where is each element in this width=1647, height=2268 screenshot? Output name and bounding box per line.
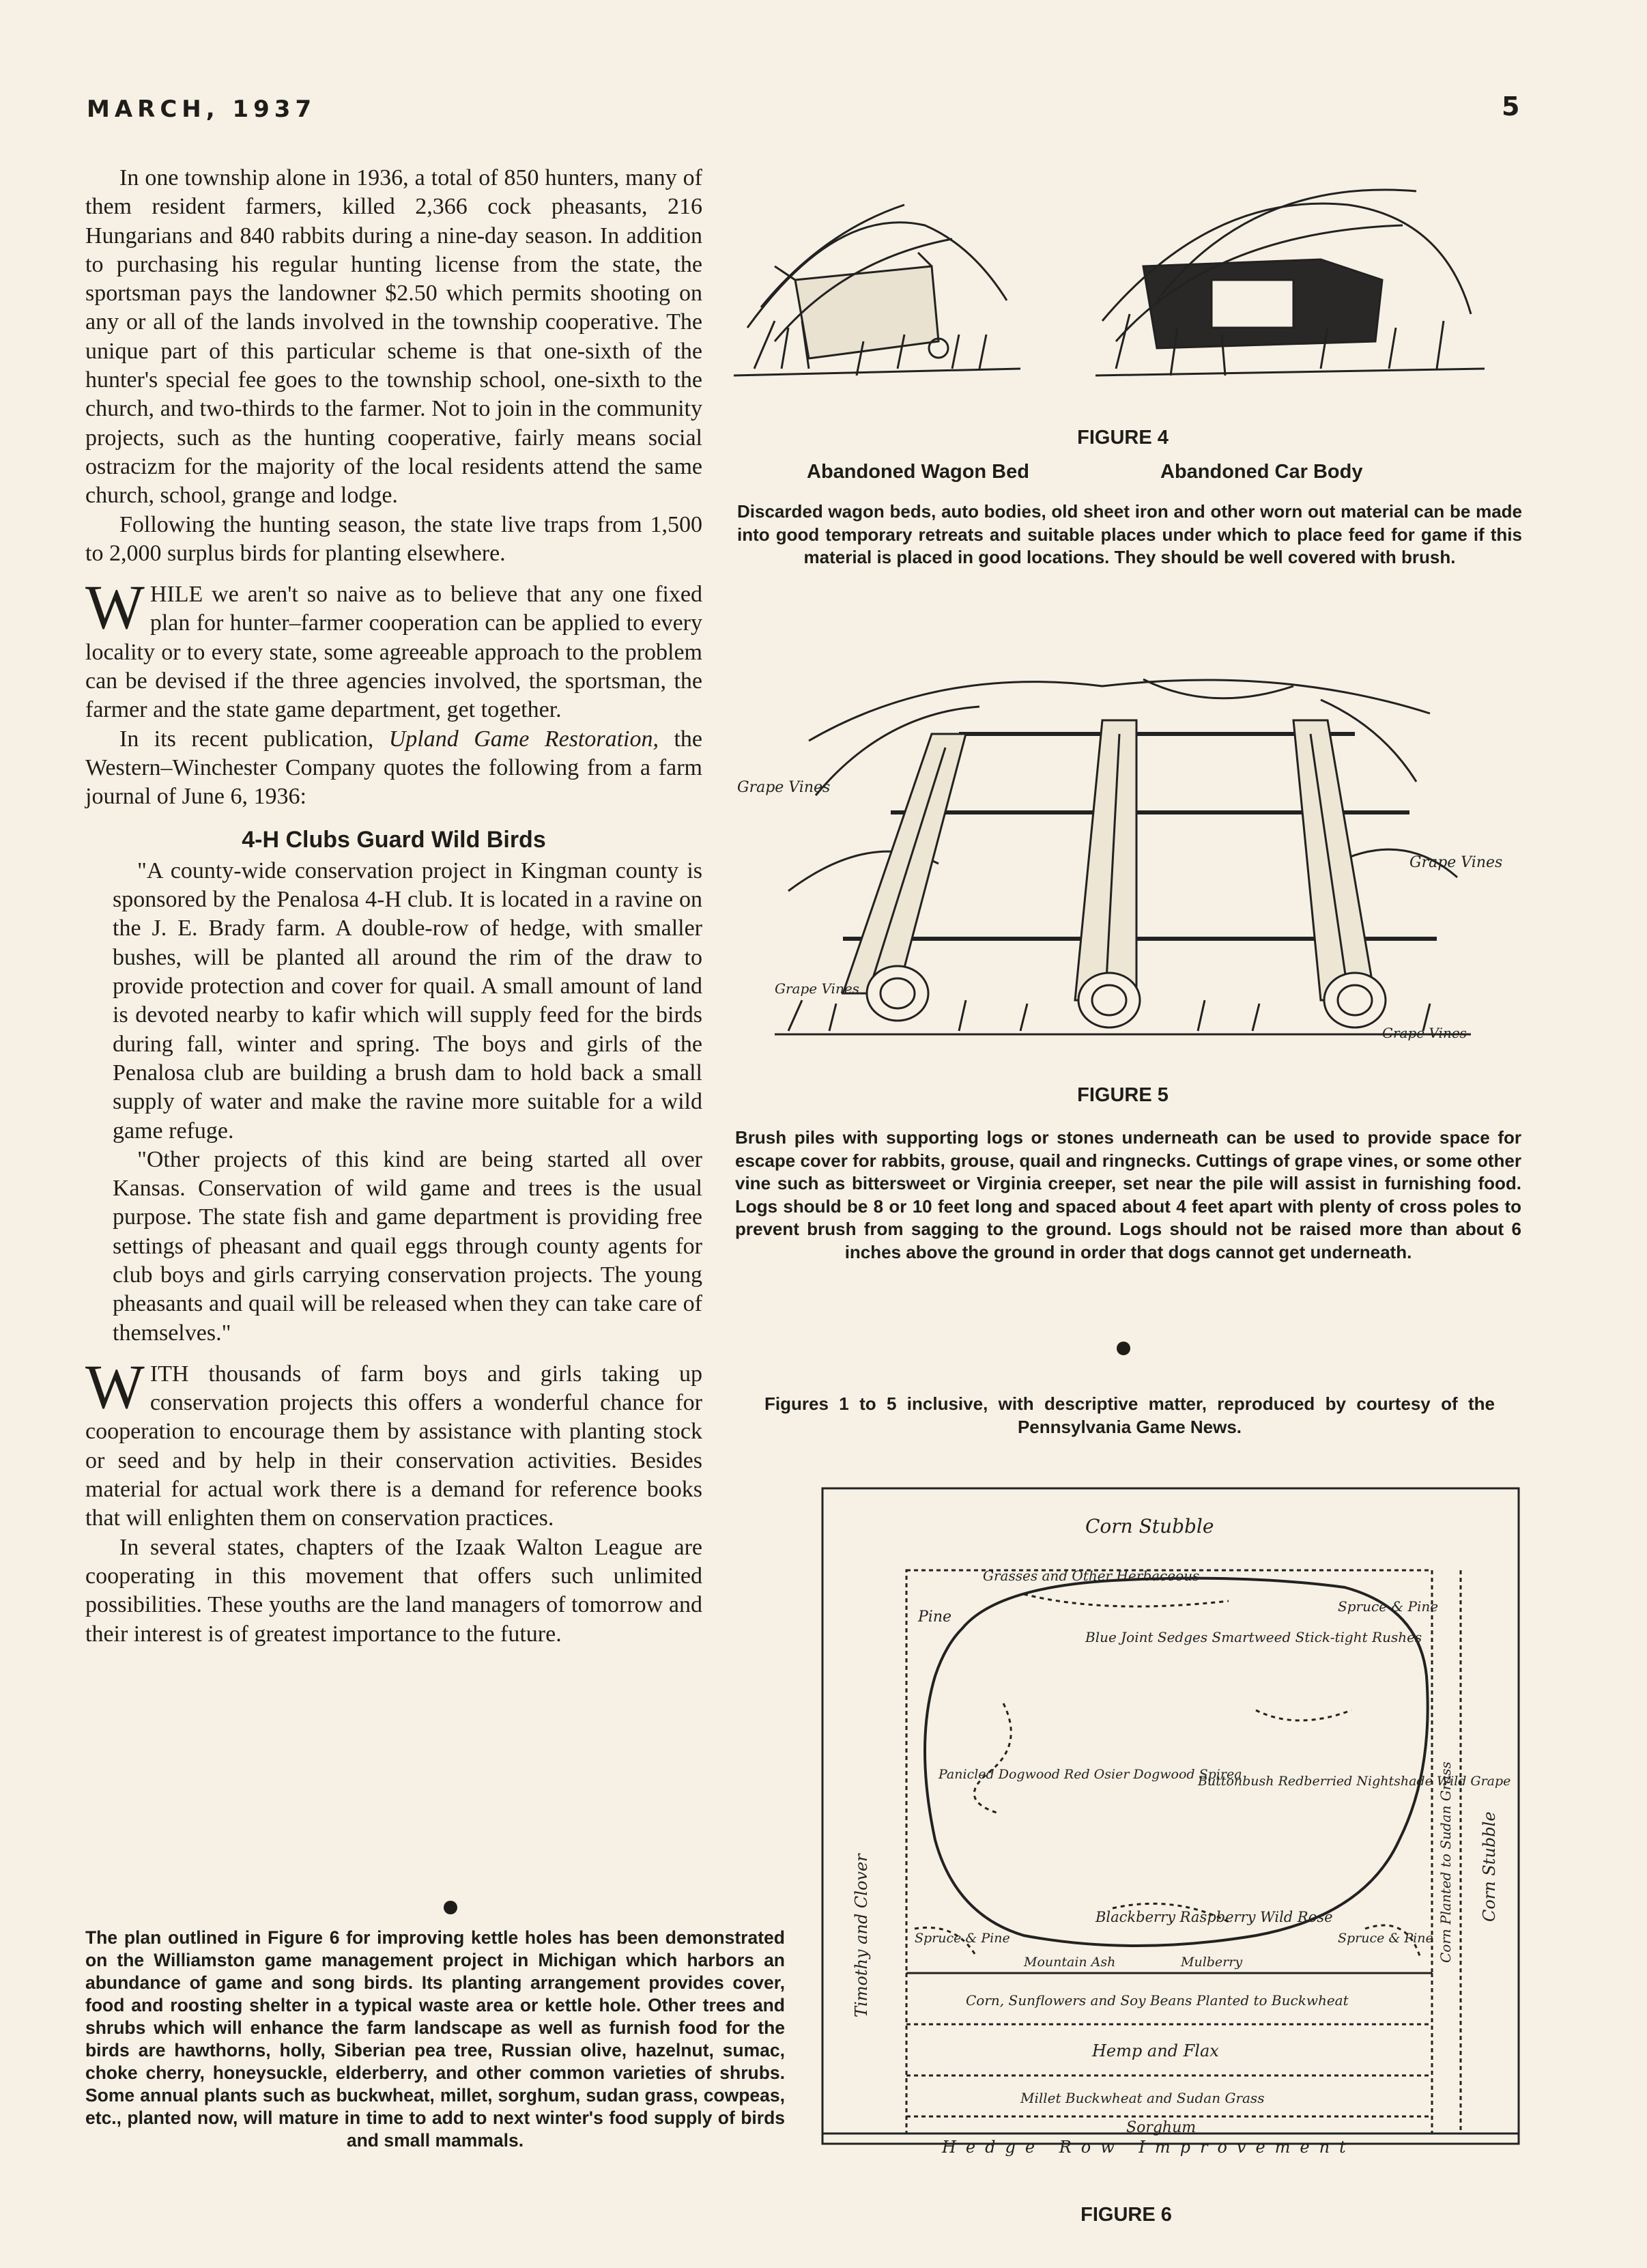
plan-row-1: Corn, Sunflowers and Soy Beans Planted to Buckwheat <box>966 1992 1349 2009</box>
plan-label-mountain-ash: Mountain Ash <box>1024 1955 1116 1970</box>
figure-4-title: FIGURE 4 <box>1077 427 1169 449</box>
plan-row-2: Hemp and Flax <box>1092 2041 1219 2060</box>
drop-cap: W <box>85 572 145 642</box>
figure-4-caption: Discarded wagon beds, auto bodies, old sheet iron and other worn out material can be made into good temporary retreats and suitable places under which to place feed for game if this material is placed in good locations. They should be well covered with brush. <box>737 501 1522 567</box>
bullet-dot <box>444 1901 457 1914</box>
figure-5-caption: Brush piles with supporting logs or stones underneath can be used to provide space for escape cover for rabbits, grouse, quail and ringnecks. Cuttings of grape vines, or some other vine such as bittersweet or Virginia creeper, set near the pile will assist in furnishing food. Logs should be 8 or 10 feet long and spaced about 4 feet apart with plenty of cross poles to prevent brush from sagging to the ground. Logs should not be raised more than about 6 inches above the ground in order that dogs cannot get underneath. <box>735 1127 1521 1262</box>
label-grape-vines-bottom-right: Grape Vines <box>1382 1025 1467 1041</box>
paragraph-3: WHILE we aren't so naive as to believe that any one fixed plan for hunter–farmer cooperation can be applied to every locality or to every state, some agreeable approach to the problem can be devised if the three agencies involved, the sportsman, the farmer and the state game department, get together. <box>85 572 702 723</box>
figure-5-title: FIGURE 5 <box>1077 1084 1169 1106</box>
plan-label-pine-tl: Pine <box>918 1608 952 1626</box>
label-grape-vines-bottom-left: Grape Vines <box>775 980 859 997</box>
figure-5-drawing <box>734 659 1512 1048</box>
bullet-dot <box>1117 1342 1130 1355</box>
paragraph-5: WITH thousands of farm boys and girls taking up conservation projects this offers a wonderful chance for cooperation to encourage them by assistance with planting stock or seed and by help in their conservation activities. Besides material for actual work there is a demand for reference books that will enlighten them on conservation practices. <box>85 1351 702 1531</box>
plan-label-left-side: Timothy and Clover <box>852 1854 871 2017</box>
plan-label-grasses: Grasses and Other Herbaceous <box>983 1568 1200 1584</box>
plan-label-top: Corn Stubble <box>1085 1515 1214 1537</box>
plan-label-right-outer: Corn Stubble <box>1480 1811 1499 1922</box>
figures-credit: Figures 1 to 5 inclusive, with descriptive matter, reproduced by courtesy of the Pennsylvania Game News. <box>764 1393 1495 1437</box>
plan-label-wet-center: Blue Joint Sedges Smartweed Stick-tight Rushes <box>1085 1629 1422 1645</box>
figure-4-drawing <box>734 164 1512 396</box>
plan-row-5: Hedge Row Improvement <box>942 2138 1356 2157</box>
plan-label-spruce-br: Spruce & Pine <box>1338 1931 1433 1946</box>
plan-row-3: Millet Buckwheat and Sudan Grass <box>1020 2090 1265 2106</box>
quote-paragraph-2: "Other projects of this kind are being started all over Kansas. Conservation of wild game and trees is the usual purpose. The state fish and game department is providing free settings of pheasant and quail eggs through county agents for club boys and girls carrying conservation projects. The young pheasants and quail will be released when they can take care of themselves." <box>113 1146 702 1346</box>
figure-6-plan <box>819 1485 1522 2157</box>
drop-cap: W <box>85 1351 145 1421</box>
subheading: 4-H Clubs Guard Wild Birds <box>242 826 546 853</box>
figure-4-label-car: Abandoned Car Body <box>1160 461 1363 483</box>
publication-title: Upland Game Restoration, <box>388 726 659 752</box>
kettle-hole-note: The plan outlined in Figure 6 for improving kettle holes has been demonstrated on the Williamston game management project in Michigan which harbors an abundance of game and song birds. Its planting arrangement provides cover, food and roosting shelter in a typical waste area or kettle hole. Other trees and shrubs which will enhance the farm landscape as well as furnish food for the birds are hawthorns, holly, Siberian pea tree, Russian olive, hazelnut, sumac, choke cherry, honeysuckle, elderberry, and other common varieties of shrubs. Some annual plants such as buckwheat, millet, sorghum, sudan grass, cowpeas, etc., planted now, will mature in time to add to next winter's food supply of birds and small mammals. <box>85 1927 785 2151</box>
label-grape-vines-left: Grape Vines <box>737 779 831 796</box>
plan-label-right-shrubs: Buttonbush Redberried Nightshade Wild Grape <box>1198 1774 1511 1789</box>
paragraph-6: In several states, chapters of the Izaak Walton League are cooperating in this movement that offers such unlimited possibilities. These youths are the land managers of tomorrow and their interest is of greatest importance to the future. <box>85 1534 702 1647</box>
plan-row-4: Sorghum <box>1126 2119 1197 2136</box>
label-grape-vines-right: Grape Vines <box>1409 854 1503 871</box>
plan-label-mulberry: Mulberry <box>1181 1955 1243 1970</box>
plan-label-left-shrubs: Panicled Dogwood Red Osier Dogwood Spirea <box>939 1767 1242 1782</box>
plan-label-spruce-tr: Spruce & Pine <box>1338 1598 1439 1615</box>
paragraph-1: In one township alone in 1936, a total of 850 hunters, many of them resident farmers, killed 2,366 cock pheasants, 216 Hungarians and 840 rabbits during a nine-day season. In addition to purchasing his regular hunting license from the state, the sportsman pays the landowner $2.50 which permits shooting on any or all of the lands involved in the township cooperative. The unique part of this particular scheme is that one-sixth of the hunter's special fee goes to the township school, one-sixth to the church, and two-thirds to the farmer. Not to join in the community projects, such as the hunting cooperative, fairly means social ostracizm for the majority of the local residents attend the same church, school, grange and lodge. <box>85 165 702 509</box>
paragraph-4: In its recent publication, Upland Game Restoration, the Western–Winchester Company quotes the following from a farm journal of June 6, 1936: <box>85 726 702 810</box>
quote-paragraph-1: "A county-wide conservation project in Kingman county is sponsored by the Penalosa 4-H club. It is located in a ravine on the J. E. Brady farm. A double-row of hedge, with smaller bushes, will be planted all around the rim of the draw to provide protection and cover for quail. A small amount of land is devoted nearby to kafir which will supply feed for the birds during fall, winter and spring. The boys and girls of the Penalosa club are building a brush dam to hold back a small supply of water and make the ravine more suitable for a wild game refuge. <box>113 857 702 1144</box>
page-number: 5 <box>1502 91 1520 122</box>
quote-block <box>113 857 702 1348</box>
issue-date: MARCH, 1937 <box>87 96 317 123</box>
left-column <box>85 164 702 1649</box>
plan-label-right-inner: Corn Planted to Sudan Grass <box>1437 1761 1454 1963</box>
plan-label-spruce-bl: Spruce & Pine <box>915 1931 1010 1946</box>
plan-label-bottom-shrubs: Blackberry Raspberry Wild Rose <box>1095 1909 1333 1925</box>
figure-4-label-wagon: Abandoned Wagon Bed <box>807 461 1029 483</box>
figure-6-title: FIGURE 6 <box>1080 2204 1172 2226</box>
paragraph-2: Following the hunting season, the state live traps from 1,500 to 2,000 surplus birds for planting elsewhere. <box>85 511 702 566</box>
